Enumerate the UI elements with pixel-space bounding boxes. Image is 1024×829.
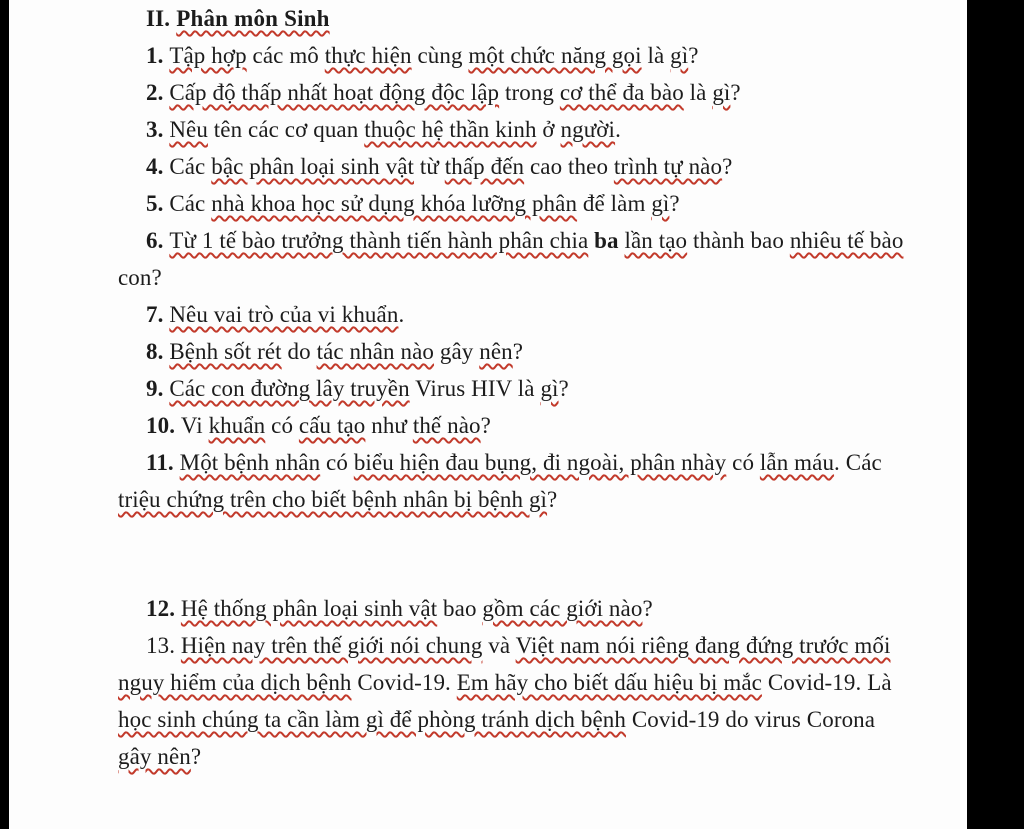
text-segment: nên [479,339,513,364]
text-segment: ba [594,228,619,253]
question-item [118,111,907,148]
question-item [118,590,907,627]
text-segment: một chức năng gọi [468,43,642,68]
question-number: 5. [146,191,170,216]
text-segment: như [365,413,413,438]
text-segment: gây nên [118,744,191,769]
text-segment: học sinh chúng ta cần làm gì để phòng tránh dịch bệnh [118,707,626,732]
text-segment: do [281,339,317,364]
text-segment: Virus HIV là [409,376,541,401]
text-segment: nhà khoa học sử dụng khóa lưỡng phân [211,191,578,216]
section-heading [118,0,907,37]
text-segment: người [560,117,616,142]
text-segment: bao [437,596,483,621]
question-number: 11. [146,450,180,475]
text-segment: Các [169,154,212,179]
text-segment: Cấp độ thấp nhất hoạt động độc lập [169,80,500,105]
text-segment: khuẩn [208,413,266,438]
question-number: 12. [146,596,181,621]
text-segment: thành bao [687,228,790,253]
text-segment: là [641,43,671,68]
question-number: 7. [146,302,170,327]
text-segment: ? [722,154,733,179]
text-segment: Bệnh sốt rét [169,339,282,364]
text-segment: các mô [246,43,325,68]
text-segment: con? [118,265,162,290]
question-number: 4. [146,154,170,179]
text-segment: Covid-19 do virus Corona [625,707,876,732]
text-segment: Hiện nay trên thế giới nói chung [180,633,483,658]
text-segment: biểu hiện đau bụng, đi ngoài, phân nhày [353,450,727,475]
question-number: 6. [146,228,170,253]
text-segment: là [683,80,713,105]
question-number: 3. [146,117,170,142]
text-segment: ? [190,744,202,769]
question-number: 2. [146,80,170,105]
text-segment: Hệ thống phân loại sinh vật [180,596,438,621]
text-segment: ? [730,80,741,105]
right-black-bar [967,0,1024,829]
question-number: 9. [146,376,170,401]
text-segment: nhiêu tế bào [789,228,904,253]
text-segment: triệu chứng trên cho biết bệnh nhân bị bệnh gì [118,487,548,512]
text-segment: Một bệnh nhân [179,450,321,475]
text-segment: lần tạo [624,228,688,253]
text-segment: tên các cơ quan [207,117,365,142]
text-segment: Việt nam nói riêng đang đứng trước mối nguy hiểm của dịch bệnh [118,633,891,695]
text-segment: ở [536,117,561,142]
text-segment: ? [547,487,558,512]
text-segment: II. [146,6,177,31]
text-segment: ? [688,43,699,68]
text-segment: tác nhân nào [316,339,435,364]
text-segment: thuộc hệ thần kinh [364,117,537,142]
text-segment: có [265,413,299,438]
text-segment: Các [169,191,212,216]
question-item [118,444,907,518]
text-segment: Nêu vai trò của vi khuẩn [169,302,399,327]
text-segment: có [320,450,354,475]
text-segment: cấu tạo [298,413,366,438]
text-segment: gây [434,339,480,364]
question-item [118,407,907,444]
text-segment: Nêu [169,117,208,142]
text-segment: ? [512,339,524,364]
text-segment: Phân môn Sinh [176,6,330,31]
text-segment: cơ thể đa bào [559,80,684,105]
text-segment: Các con đường lây truyền [169,376,410,401]
text-segment: cao theo [524,154,614,179]
text-segment: Em hãy cho biết dấu hiệu bị mắc [456,670,762,695]
text-segment: bậc phân loại sinh vật [211,154,414,179]
text-segment: gồm các giới nào [482,596,643,621]
text-segment: gì [670,43,689,68]
question-item [118,370,907,407]
text-segment: ? [642,596,653,621]
text-segment: lẫn máu [759,450,835,475]
text-segment: trong [499,80,560,105]
text-segment: và [482,633,516,658]
text-segment: ? [558,376,569,401]
text-segment: Vi [180,413,209,438]
text-segment: ? [669,191,680,216]
text-segment: . Các [834,450,882,475]
text-segment: từ [414,154,445,179]
text-segment: để làm [577,191,652,216]
text-segment: thế nào [412,413,481,438]
question-list [118,37,907,775]
text-segment: Covid-19. [351,670,457,695]
question-item [118,627,907,775]
text-segment: . [398,302,405,327]
question-item [118,222,907,296]
question-item [118,185,907,222]
question-number: 1. [146,43,170,68]
text-segment: trình tự nào [613,154,723,179]
text-segment: gì [540,376,559,401]
text-segment: ? [480,413,491,438]
text-segment: có [726,450,760,475]
text-segment: Từ 1 tế bào trưởng thành tiến hành phân chia [169,228,589,253]
text-segment: thấp đến [444,154,525,179]
text-segment: gì [651,191,670,216]
question-item [118,37,907,74]
text-segment: thực hiện [324,43,412,68]
question-number: 13. [146,633,181,658]
text-segment: Tập hợp [169,43,247,68]
question-number: 10. [146,413,181,438]
question-item [118,74,907,111]
text-segment: . [615,117,621,142]
question-item [118,296,907,333]
question-number: 8. [146,339,170,364]
left-black-bar [0,0,9,829]
text-segment: cùng [411,43,469,68]
question-item [118,333,907,370]
text-segment: Covid-19. Là [761,670,892,695]
question-item [118,148,907,185]
text-segment: gì [712,80,731,105]
